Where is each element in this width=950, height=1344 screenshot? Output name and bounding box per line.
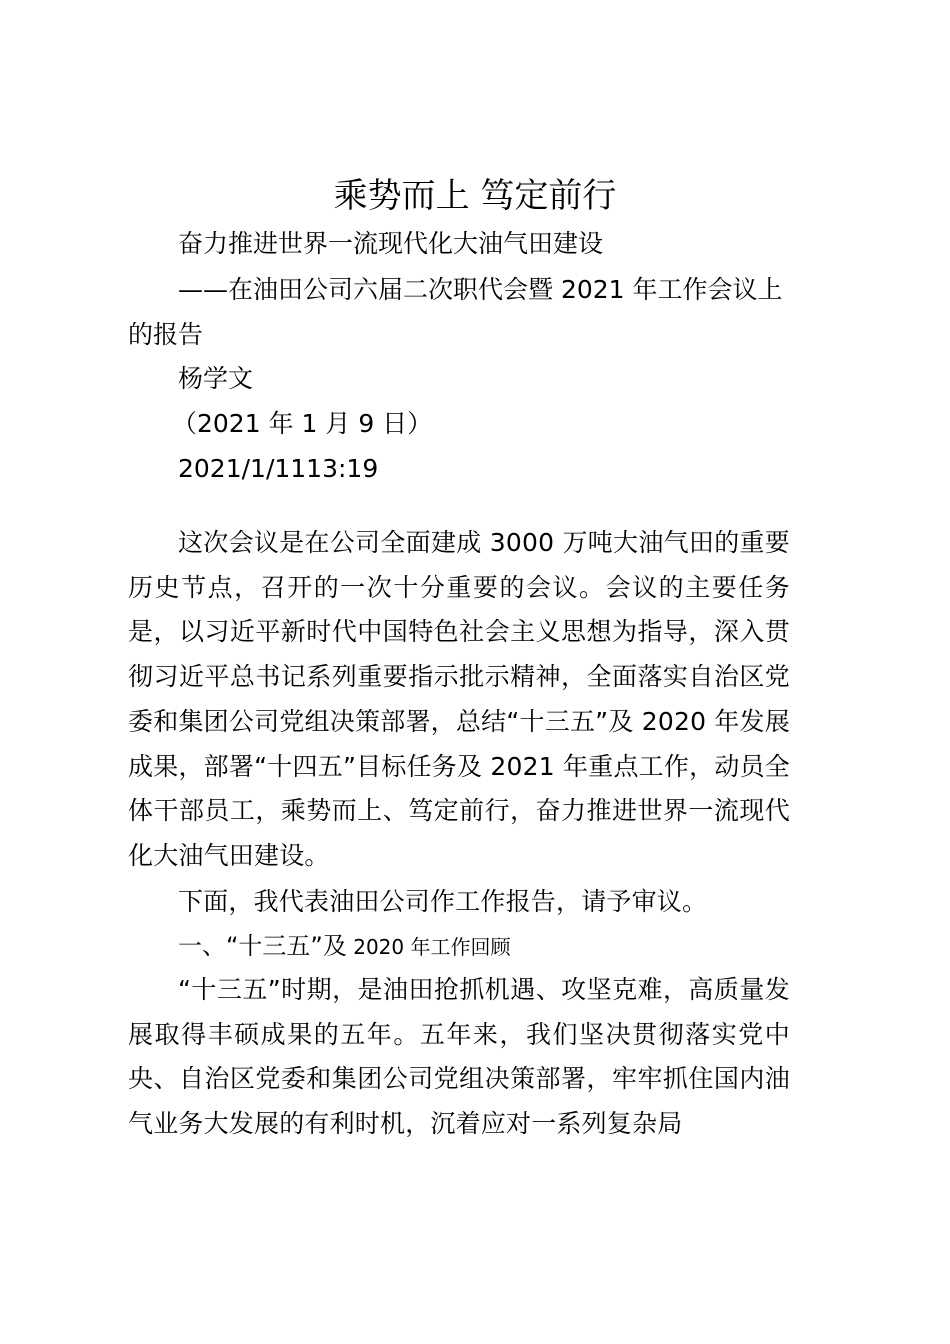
report-occasion-line-1: ——在油田公司六届二次职代会暨 2021 年工作会议上 bbox=[178, 275, 783, 304]
report-date: （2021 年 1 月 9 日） bbox=[172, 409, 433, 438]
author-name: 杨学文 bbox=[178, 364, 254, 393]
body-paragraph-1: 这次会议是在公司全面建成 3000 万吨大油气田的重要历史节点，召开的一次十分重要的会议。会议的主要任务是，以习近平新时代中国特色社会主义思想为指导，深入贯彻习近平总书记系列重要指示批示精神，全面落实自治区党委和集团公司党组决策部署，总结“十三五”及 2020 年发展成果，部署“十四五”目标任务及 2021 年重点工作，动员全体干部员工，乘势而上、笃定前行，奋力推进世界一流现代化大油气田建设。 bbox=[128, 528, 790, 870]
timestamp: 2021/1/1113:19 bbox=[178, 454, 379, 483]
body-paragraph-2: 下面，我代表油田公司作工作报告，请予审议。 bbox=[178, 887, 708, 916]
document-subtitle: 奋力推进世界一流现代化大油气田建设 bbox=[178, 229, 604, 258]
report-occasion-line-2: 的报告 bbox=[128, 320, 204, 349]
document-title: 乘势而上 笃定前行 bbox=[333, 176, 617, 216]
section-heading-prefix: 一、“十三五”及 bbox=[178, 932, 347, 960]
body-paragraph-3: “十三五”时期，是油田抢抓机遇、攻坚克难，高质量发展取得丰硕成果的五年。五年来，我们坚决贯彻落实党中央、自治区党委和集团公司党组决策部署，牢牢抓住国内油气业务大发展的有利时机，沉着应对一系列复杂局 bbox=[128, 975, 790, 1139]
section-heading-1 bbox=[178, 924, 511, 969]
section-heading-suffix: 2020 年工作回顾 bbox=[346, 935, 511, 959]
